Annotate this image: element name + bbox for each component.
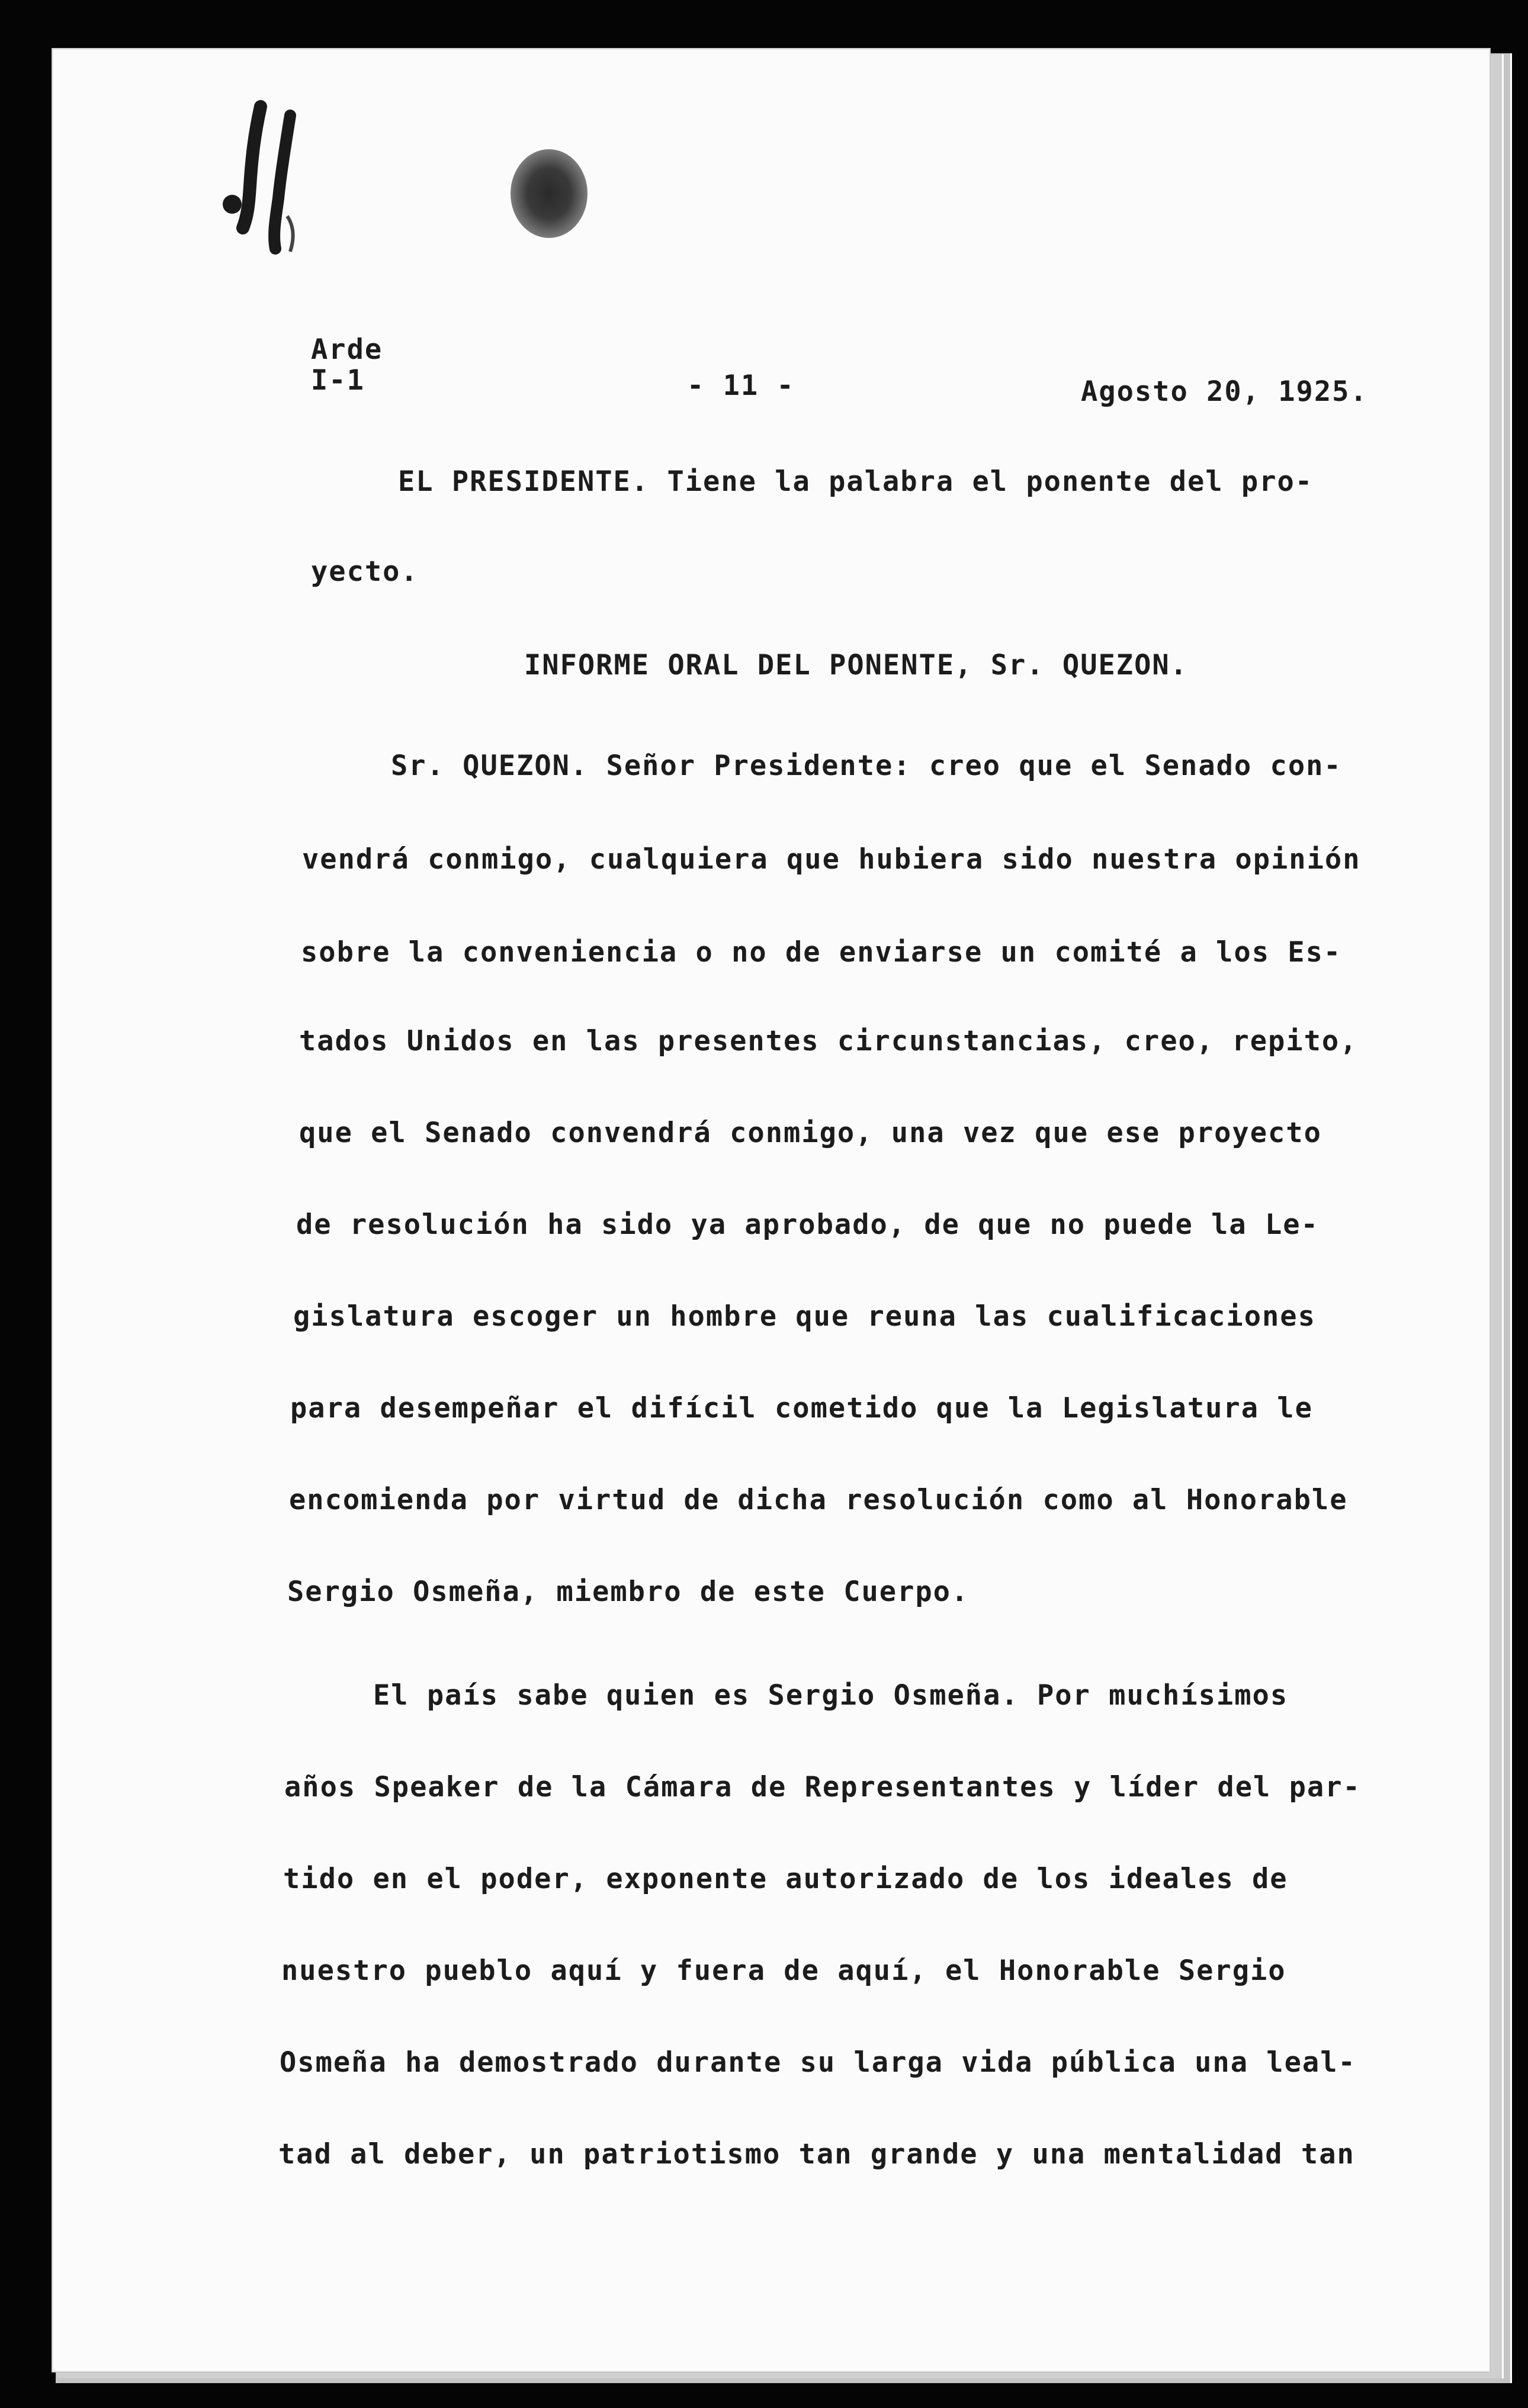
- intro-line-2: yecto.: [311, 555, 419, 588]
- paragraph2-line-6: tad al deber, un patriotismo tan grande y una mentalidad tan: [278, 2138, 1355, 2171]
- paragraph1-line-9: encomienda por virtud de dicha resolución como al Honorable: [289, 1484, 1348, 1516]
- ink-mark-graphic: [219, 98, 320, 263]
- paragraph2-line-1: El país sabe quien es Sergio Osmeña. Por muchísimos: [373, 1679, 1289, 1712]
- intro-line-1: EL PRESIDENTE. Tiene la palabra el ponente del pro-: [398, 465, 1314, 498]
- paragraph1-line-5: que el Senado convendrá conmigo, una vez que ese proyecto: [299, 1117, 1322, 1149]
- initials-line-1: Arde: [311, 333, 383, 366]
- paragraph2-line-2: años Speaker de la Cámara de Representantes y líder del par-: [284, 1771, 1361, 1803]
- paragraph1-line-4: tados Unidos en las presentes circunstancias, creo, repito,: [299, 1025, 1358, 1057]
- paragraph1-line-6: de resolución ha sido ya aprobado, de que no puede la Le-: [296, 1208, 1319, 1241]
- paragraph2-line-3: tido en el poder, exponente autorizado de los ideales de: [283, 1863, 1288, 1895]
- paragraph1-line-1: Sr. QUEZON. Señor Presidente: creo que el Senado con-: [391, 750, 1342, 782]
- paragraph1-line-8: para desempeñar el difícil cometido que la Legislatura le: [290, 1392, 1313, 1425]
- paragraph1-line-7: gislatura escoger un hombre que reuna las cualificaciones: [293, 1300, 1316, 1333]
- paragraph2-line-5: Osmeña ha demostrado durante su larga vida pública una leal-: [280, 2046, 1356, 2079]
- page-number: - 11 -: [687, 369, 795, 402]
- initials-line-2: I-1: [311, 364, 365, 397]
- paragraph1-line-3: sobre la conveniencia o no de enviarse un comité a los Es-: [301, 936, 1342, 969]
- ink-blot: [511, 149, 588, 238]
- paragraph1-line-10: Sergio Osmeña, miembro de este Cuerpo.: [287, 1576, 970, 1608]
- section-heading: INFORME ORAL DEL PONENTE, Sr. QUEZON.: [524, 649, 1188, 681]
- document-date: Agosto 20, 1925.: [1081, 375, 1368, 408]
- paragraph2-line-4: nuestro pueblo aquí y fuera de aquí, el Honorable Sergio: [281, 1954, 1286, 1987]
- paragraph1-line-2: vendrá conmigo, cualquiera que hubiera sido nuestra opinión: [302, 843, 1361, 876]
- typist-initials: [311, 335, 383, 396]
